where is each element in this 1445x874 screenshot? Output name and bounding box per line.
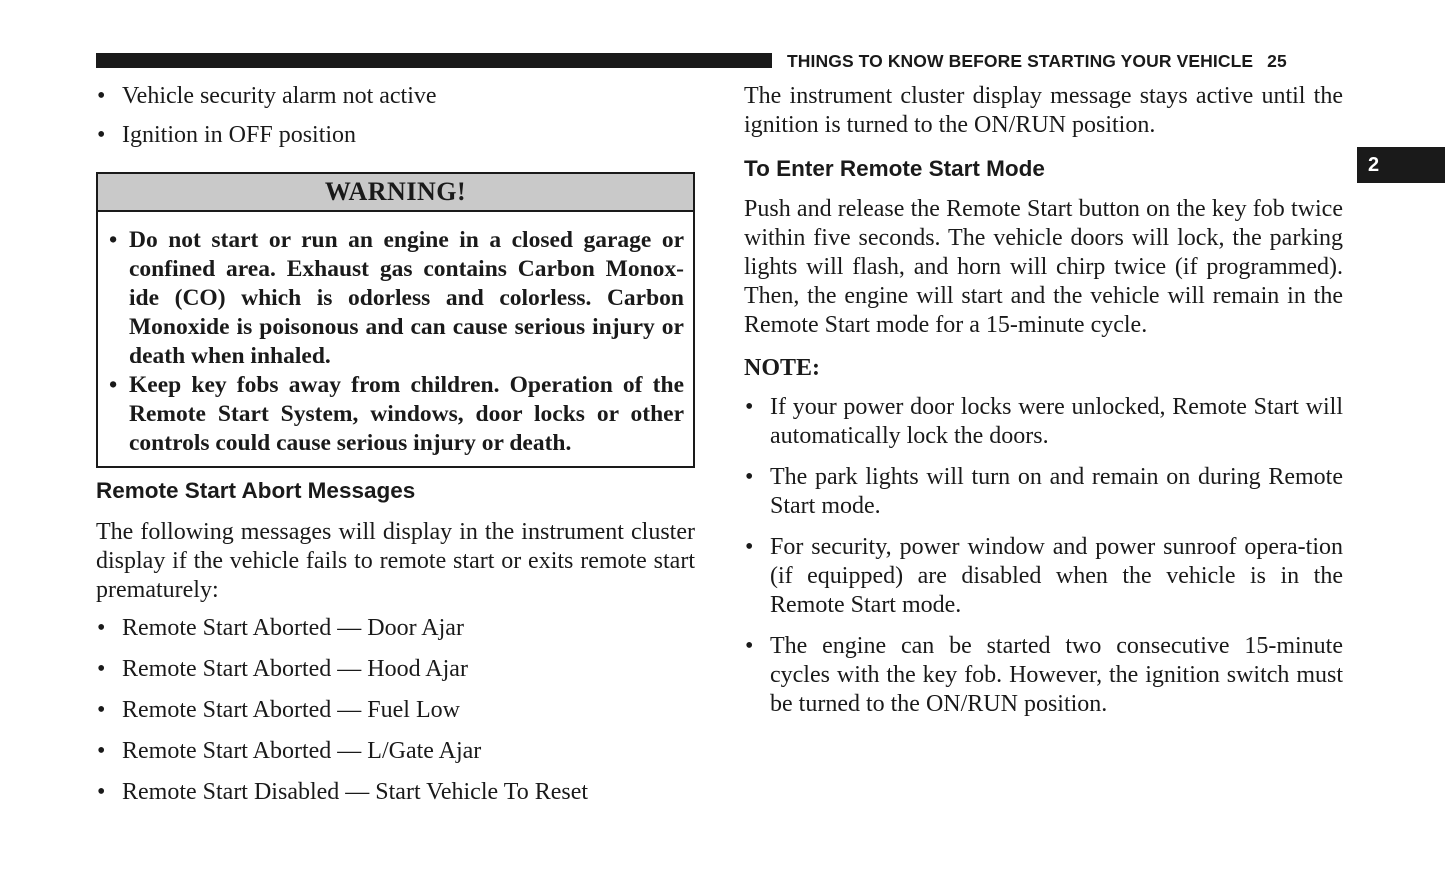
note-list: [744, 393, 1343, 719]
left-column: [96, 82, 695, 807]
warning-list: [109, 226, 684, 458]
running-header: [787, 51, 1347, 71]
list-item: • For security, power window and power sunroof opera-tion (if equipped) are disabled when the vehicle is in the Remote Start mode.: [744, 533, 1343, 620]
warning-title: WARNING!: [98, 174, 693, 212]
warning-item: • Do not start or run an engine in a closed garage or confined area. Exhaust gas contains Carbon Monox-ide (CO) which is odorless and colorless. Carbon Monoxide is poisonous and can cause serious injury or death when inhaled.: [109, 226, 684, 371]
enter-remote-start-heading: To Enter Remote Start Mode: [744, 156, 1045, 181]
right-column: [744, 82, 1343, 719]
enter-remote-start-paragraph: Push and release the Remote Start button on the key fob twice within five seconds. The vehicle doors will lock, the parking lights will flash, and horn will chirp twice (if programmed). Then, the engine will start and the vehicle will remain in the Remote Start mode for a 15-minute cycle.: [744, 196, 1343, 338]
abort-intro-paragraph: The following messages will display in the instrument cluster display if the vehicle fails to remote start or exits remote start prematurely:: [96, 519, 695, 603]
chapter-number: 2: [1368, 154, 1380, 176]
list-item: • Remote Start Aborted — Fuel Low: [96, 696, 695, 725]
list-item: • The park lights will turn on and remain on during Remote Start mode.: [744, 463, 1343, 521]
list-item: • The engine can be started two consecutive 15-minute cycles with the key fob. However, the ignition switch must be turned to the ON/RUN position.: [744, 632, 1343, 719]
condition-list: [96, 82, 695, 150]
note-label: NOTE:: [744, 355, 821, 381]
warning-body: [98, 212, 693, 466]
list-item: • Remote Start Disabled — Start Vehicle To Reset: [96, 778, 695, 807]
list-item: • Ignition in OFF position: [96, 121, 695, 150]
abort-message-list: [96, 614, 695, 807]
warning-item: • Keep key fobs away from children. Operation of the Remote Start System, windows, door locks or other controls could cause serious injury or death.: [109, 371, 684, 458]
section-title: THINGS TO KNOW BEFORE STARTING YOUR VEHICLE: [787, 51, 1254, 71]
warning-box: [96, 172, 695, 468]
list-item: • Vehicle security alarm not active: [96, 82, 695, 111]
abort-messages-heading: Remote Start Abort Messages: [96, 478, 416, 503]
header-rule: [96, 53, 772, 68]
list-item: • If your power door locks were unlocked, Remote Start will automatically lock the doors.: [744, 393, 1343, 451]
page-number: 25: [1267, 51, 1287, 71]
chapter-tab: [1357, 147, 1445, 183]
intro-paragraph: The instrument cluster display message stays active until the ignition is turned to the ON/RUN position.: [744, 83, 1343, 138]
list-item: • Remote Start Aborted — Hood Ajar: [96, 655, 695, 684]
list-item: • Remote Start Aborted — L/Gate Ajar: [96, 737, 695, 766]
list-item: • Remote Start Aborted — Door Ajar: [96, 614, 695, 643]
